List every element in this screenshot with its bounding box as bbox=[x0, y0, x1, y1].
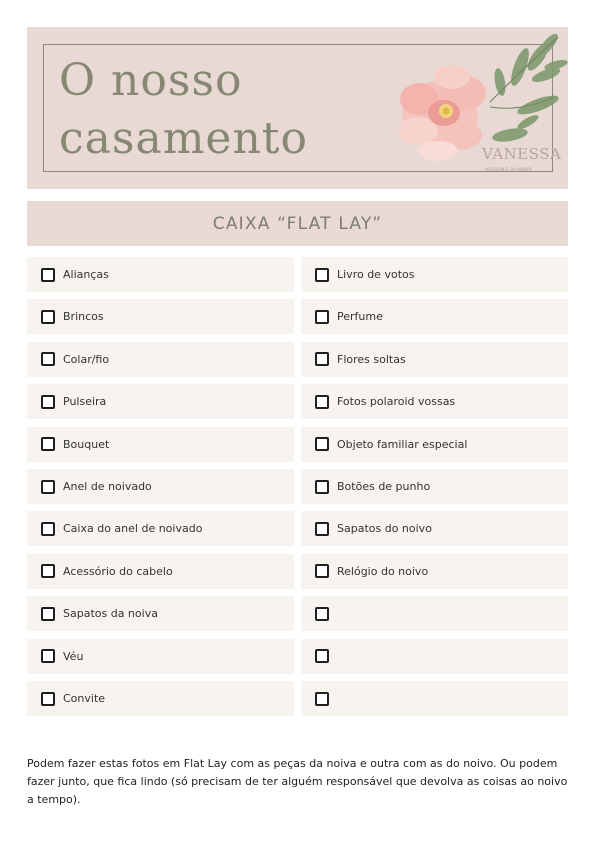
leaves-icon bbox=[491, 31, 568, 144]
checklist-item[interactable] bbox=[301, 384, 568, 419]
checklist-item[interactable] bbox=[27, 257, 294, 292]
checklist-item[interactable] bbox=[301, 681, 568, 716]
checklist-item[interactable] bbox=[27, 427, 294, 462]
checkbox[interactable] bbox=[41, 437, 55, 451]
checkbox[interactable] bbox=[315, 607, 329, 621]
checklist-item[interactable] bbox=[27, 469, 294, 504]
checklist-item-label: Convite bbox=[63, 692, 106, 705]
footer-note: Podem fazer estas fotos em Flat Lay com as peças da noiva e outra com as do noivo. Ou podem fazer junto, que fica lindo (só precisam de ter alguém responsável que devolva as coisas ao noivo a tempo). bbox=[27, 757, 568, 806]
checklist-item[interactable] bbox=[27, 639, 294, 674]
checklist-item-label: Botões de punho bbox=[337, 480, 431, 493]
checkbox[interactable] bbox=[41, 395, 55, 409]
checkbox[interactable] bbox=[315, 480, 329, 494]
checklist-item-label: Anel de noivado bbox=[63, 480, 152, 493]
checklist-row bbox=[27, 342, 568, 377]
checklist-item[interactable] bbox=[301, 554, 568, 589]
peony-petals-icon bbox=[398, 65, 486, 161]
checklist-item[interactable] bbox=[27, 554, 294, 589]
checklist-item[interactable] bbox=[301, 639, 568, 674]
checkbox[interactable] bbox=[315, 692, 329, 706]
checkbox[interactable] bbox=[315, 437, 329, 451]
checklist-item-label: Relógio do noivo bbox=[337, 564, 429, 578]
checklist-row bbox=[27, 639, 568, 674]
checkbox[interactable] bbox=[315, 268, 329, 282]
checklist-row bbox=[27, 554, 568, 589]
checklist-item[interactable] bbox=[301, 427, 568, 462]
checklist-item[interactable] bbox=[27, 299, 294, 334]
checklist-item[interactable] bbox=[301, 257, 568, 292]
checklist-item-label: Sapatos do noivo bbox=[337, 522, 432, 536]
checkbox[interactable] bbox=[41, 352, 55, 366]
brand-subtitle: WEDDING PLANNER bbox=[485, 167, 533, 172]
checkbox[interactable] bbox=[41, 480, 55, 494]
checklist-item-label: Brincos bbox=[63, 310, 104, 324]
checklist-item[interactable] bbox=[301, 342, 568, 377]
checklist-row bbox=[27, 257, 568, 292]
checkbox[interactable] bbox=[41, 649, 55, 663]
checkbox[interactable] bbox=[41, 607, 55, 621]
checklist-item-label: Flores soltas bbox=[337, 352, 406, 366]
checkbox[interactable] bbox=[41, 268, 55, 282]
checklist-item[interactable] bbox=[301, 596, 568, 631]
checkbox[interactable] bbox=[41, 564, 55, 578]
checklist-item[interactable] bbox=[27, 384, 294, 419]
checklist-item[interactable] bbox=[27, 342, 294, 377]
checkbox[interactable] bbox=[315, 649, 329, 663]
checklist-item[interactable] bbox=[301, 469, 568, 504]
checkbox[interactable] bbox=[41, 522, 55, 536]
checklist-item-label: Colar/fio bbox=[63, 352, 110, 366]
checklist-item-label: Objeto familiar especial bbox=[337, 437, 468, 451]
checkbox[interactable] bbox=[315, 310, 329, 324]
checkbox[interactable] bbox=[41, 692, 55, 706]
checklist-row bbox=[27, 299, 568, 334]
page-title-line-2: casamento bbox=[59, 113, 308, 164]
page-title-line-1: O nosso bbox=[59, 55, 243, 106]
peony-flower-illustration bbox=[370, 27, 568, 187]
section-header bbox=[27, 201, 568, 246]
checklist-row bbox=[27, 384, 568, 419]
section-title: CAIXA “FLAT LAY” bbox=[212, 213, 383, 234]
checkbox[interactable] bbox=[315, 395, 329, 409]
checklist-item[interactable] bbox=[27, 511, 294, 546]
checklist-item-label: Véu bbox=[63, 649, 84, 663]
checklist-row bbox=[27, 511, 568, 546]
checklist-item[interactable] bbox=[301, 511, 568, 546]
checklist-row bbox=[27, 427, 568, 462]
checklist-item-label: Acessório do cabelo bbox=[63, 564, 173, 578]
checklist-item[interactable] bbox=[27, 681, 294, 716]
checklist-item-label: Caixa do anel de noivado bbox=[63, 522, 203, 536]
checkbox[interactable] bbox=[315, 522, 329, 536]
checklist-item-label: Sapatos da noiva bbox=[63, 607, 158, 621]
brand-logo: VANESSA bbox=[482, 145, 562, 163]
checklist-item-label: Bouquet bbox=[63, 437, 110, 451]
checkbox[interactable] bbox=[41, 310, 55, 324]
checklist-row bbox=[27, 681, 568, 716]
checklist-item-label: Perfume bbox=[337, 310, 383, 324]
checklist-item-label: Alianças bbox=[63, 268, 109, 281]
checklist-item-label: Livro de votos bbox=[337, 268, 415, 281]
checklist-item-label: Fotos polaroid vossas bbox=[337, 395, 456, 409]
checklist-item-label: Pulseira bbox=[63, 395, 107, 409]
header-banner bbox=[27, 27, 568, 189]
checkbox[interactable] bbox=[315, 352, 329, 366]
checklist-row bbox=[27, 596, 568, 631]
checklist-item[interactable] bbox=[27, 596, 294, 631]
checklist-item[interactable] bbox=[301, 299, 568, 334]
checkbox[interactable] bbox=[315, 564, 329, 578]
checklist-row bbox=[27, 469, 568, 504]
